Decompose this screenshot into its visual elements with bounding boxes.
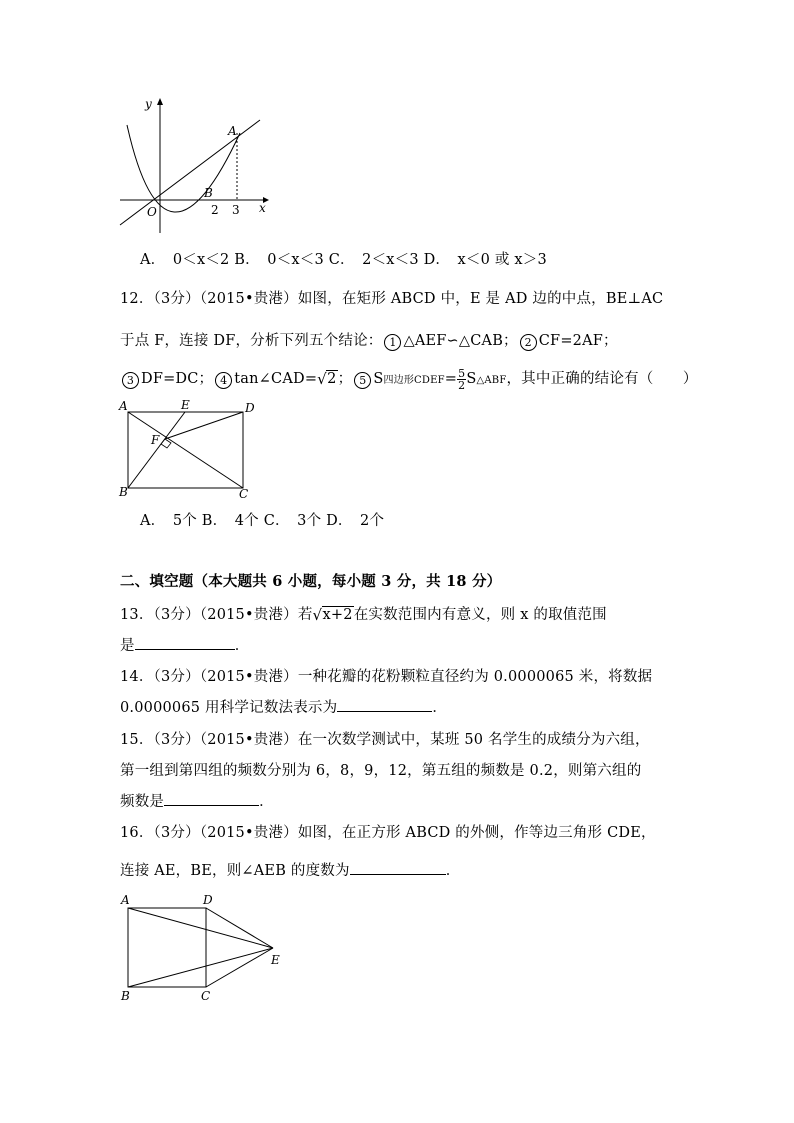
svg-text:C: C [201,989,211,1003]
svg-text:F: F [151,433,160,447]
label-o: O [147,205,157,219]
q13-line2: 是 ． [120,634,249,655]
square-abcd [128,908,206,987]
fraction-5-2: $\frac{5}{2}$ [458,366,466,392]
svg-text:E: E [271,953,280,967]
segment-de [206,908,273,948]
sqrt-2: √ 2 [317,370,337,388]
section2-heading: 二、填空题（本大题共 6 小题，每小题 3 分，共 18 分） [120,573,502,590]
q13-answer-blank[interactable] [135,635,235,650]
svg-text:D: D [203,893,213,907]
diagonal-ac [128,412,243,488]
segment-be [128,948,273,987]
segment-ce [206,948,273,987]
label-y: y [145,97,152,111]
svg-text:B: B [119,485,128,499]
q12-options: A． 5个 B． 4个 C． 3个 D． 2个 [140,513,385,529]
q15-line1: 15．（3分）（2015•贵港）在一次数学测试中，某班 50 名学生的成绩分为六组， [120,732,650,748]
q16-line2: 连接 AE，BE，则∠AEB 的度数为 ． [120,859,460,880]
svg-text:A: A [119,399,128,413]
svg-text:C: C [239,487,249,501]
segment-ae [128,908,273,948]
circled-5: 5 [354,372,371,389]
circled-2: 2 [520,334,537,351]
circled-3: 3 [122,372,139,389]
segment-df [165,412,243,439]
q14-line2: 0.0000065 用科学记数法表示为 ． [120,696,447,717]
q12-line2: 于点 F，连接 DF，分析下列五个结论： 1 △AEF∽△CAB； 2 CF=2AF； [120,333,618,349]
q16-answer-blank[interactable] [350,860,446,875]
q11-parabola-graph [115,95,275,235]
q12-line1: 12．（3分）（2015•贵港）如图，在矩形 ABCD 中，E 是 AD 边的中点，BE⊥AC [120,291,664,307]
svg-text:E: E [181,398,190,412]
svg-text:A: A [121,893,130,907]
q14-answer-blank[interactable] [337,697,432,712]
label-b: B [204,186,213,200]
svg-text:D: D [245,401,255,415]
label-x: x [259,201,266,215]
q16-line1: 16．（3分）（2015•贵港）如图，在正方形 ABCD 的外侧，作等边三角形 CDE， [120,825,656,841]
right-angle-mark [161,439,171,448]
svg-text:B: B [121,989,130,1003]
parabola-curve [127,125,240,212]
q15-answer-blank[interactable] [164,791,259,806]
segment-be [128,412,185,488]
tick-2: 2 [211,203,219,217]
q12-rectangle-figure [115,398,265,503]
label-a: A [228,124,237,138]
sqrt-x-plus-2: √ x+2 [312,606,353,624]
circled-4: 4 [215,372,232,389]
q15-line3: 频数是 ． [120,790,274,811]
q13-line1: 13．（3分）（2015•贵港）若 √ x+2在实数范围内有意义，则 x 的取值范围 [120,606,607,624]
q11-options: A． 0＜x＜2 B． 0＜x＜3 C． 2＜x＜3 D． x＜0 或 x＞3 [140,252,547,268]
tick-3: 3 [232,203,240,217]
q12-line3: 3 DF=DC； 4 tan∠CAD= √ 2； 5 S四边形CDEF= $\frac{5}{2}$ S△ABF，其中正确的结论有（ ） [120,367,698,391]
q15-line2: 第一组到第四组的频数分别为 6，8，9，12，第五组的频数是 0.2，则第六组的 [120,763,642,779]
q16-square-triangle-figure [115,890,295,1010]
q14-line1: 14．（3分）（2015•贵港）一种花瓣的花粉颗粒直径约为 0.0000065 米，将数据 [120,669,653,685]
circled-1: 1 [384,334,401,351]
